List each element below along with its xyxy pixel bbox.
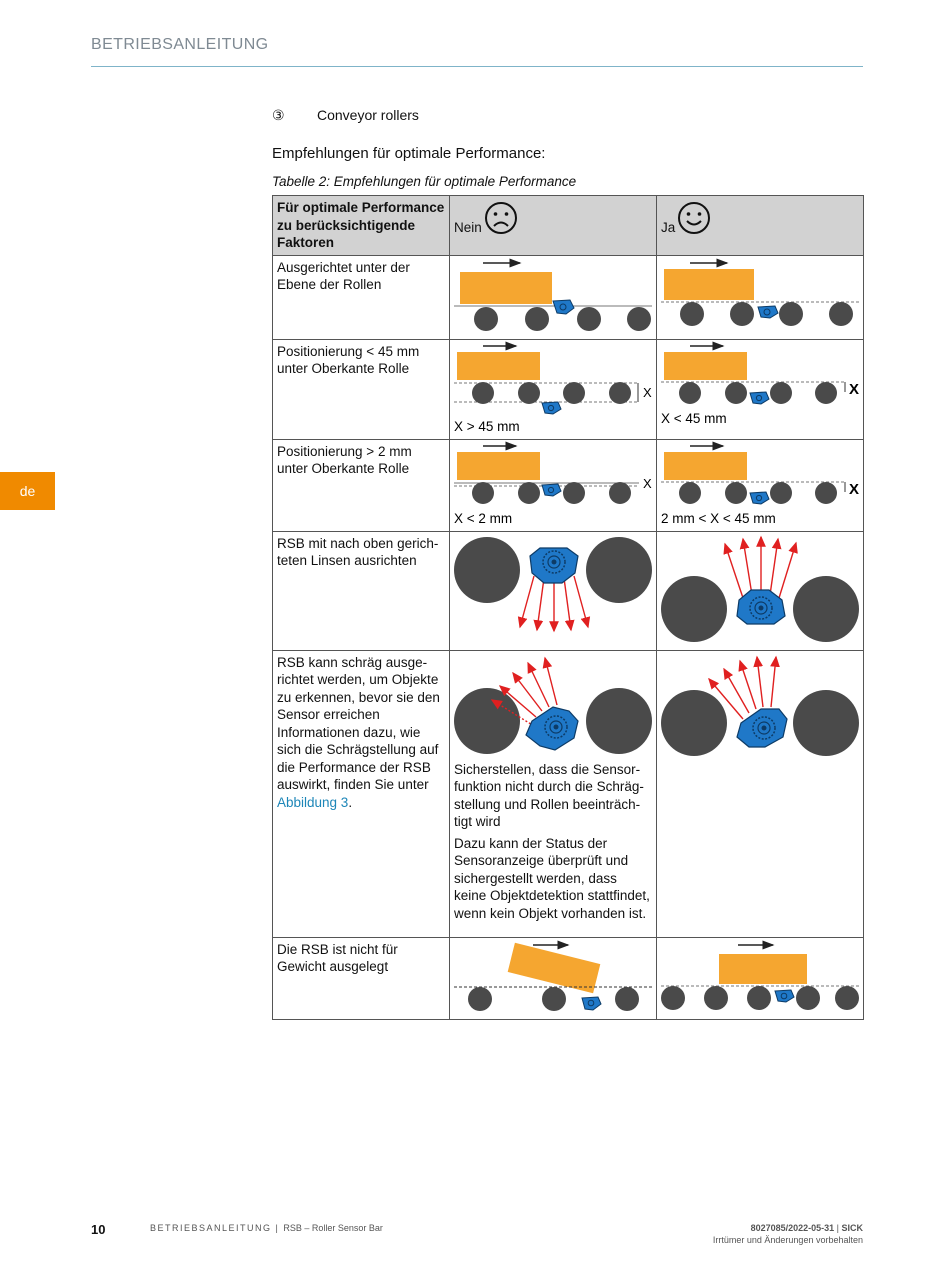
footer-meta: 8027085/2022-05-31 | SICK Irrtümer und Änderungen vorbehalten [712, 1223, 863, 1245]
roller-icon [577, 307, 601, 331]
happy-face-icon [677, 201, 711, 235]
sensor-beam-icon [520, 576, 588, 631]
roller-icon [829, 302, 853, 326]
row-6-factor: Die RSB ist nicht für Gewicht ausgelegt [273, 937, 450, 1019]
roller-icon [586, 688, 652, 754]
footer-doc-title: BETRIEBSANLEITUNG | RSB – Roller Sensor Bar [150, 1223, 383, 1233]
roller-icon [679, 482, 701, 504]
roller-icon [793, 690, 859, 756]
roller-icon [661, 576, 727, 642]
sensor-icon [530, 548, 578, 583]
table-header-row [273, 196, 864, 256]
roller-icon [680, 302, 704, 326]
box-icon [460, 272, 552, 304]
roller-icon [779, 302, 803, 326]
roller-icon [518, 382, 540, 404]
row-1-no-figure [450, 255, 657, 339]
roller-icon [586, 537, 652, 603]
row-2-yes-label: X < 45 mm [661, 410, 727, 426]
footer-brand: SICK [841, 1223, 863, 1233]
row-6-yes-figure [657, 937, 864, 1019]
sensor-icon [553, 300, 574, 314]
row-5-no-note-2: Dazu kann der Status der Sensoranzeige überprüft und sichergestellt werden, dass keine Objektdetektion stattfindet, wenn kein Objekt vorhanden ist. [454, 835, 650, 921]
dimension-label: X [643, 384, 652, 400]
roller-icon [815, 482, 837, 504]
roller-icon [472, 482, 494, 504]
roller-icon [796, 986, 820, 1010]
sensor-icon [775, 990, 794, 1002]
box-icon [664, 269, 754, 300]
roller-icon [661, 986, 685, 1010]
row-5-factor [273, 650, 450, 937]
row-4-factor: RSB mit nach oben gerichteten Linsen ausrichten [273, 531, 450, 650]
table-row [273, 255, 864, 339]
row-5-factor-end: . [348, 794, 353, 810]
sensor-beam-icon [725, 537, 796, 598]
roller-icon [542, 987, 566, 1011]
roller-icon [770, 482, 792, 504]
sad-face-icon [484, 201, 518, 235]
roller-icon [472, 382, 494, 404]
table-row [273, 937, 864, 1019]
section-title: Empfehlungen für optimale Performance: [272, 145, 546, 162]
row-6-no-figure [450, 937, 657, 1019]
row-2-factor: Positionierung < 45 mm unter Oberkante Rolle [273, 339, 450, 439]
table-row [273, 339, 864, 439]
box-icon [664, 452, 747, 480]
table-row [273, 650, 864, 937]
row-1-yes-figure [657, 255, 864, 339]
legend-number: ③ [272, 107, 285, 123]
roller-icon [563, 382, 585, 404]
sensor-icon [758, 306, 778, 318]
box-icon [508, 942, 601, 992]
footer-subtitle: RSB – Roller Sensor Bar [283, 1223, 383, 1233]
roller-icon [725, 482, 747, 504]
language-tab[interactable]: de [0, 472, 55, 510]
row-5-factor-text: RSB kann schräg ausgerichtet werden, um Objekte zu erkennen, bevor sie den Sensor erreichen Informationen dazu, wie sich die Schrägstellung auf die Performance der RSB auswirkt, finden Sie unter [277, 654, 440, 792]
roller-icon [815, 382, 837, 404]
row-3-yes-figure [657, 439, 864, 531]
box-icon [457, 352, 540, 380]
row-3-factor: Positionierung > 2 mm unter Oberkante Rolle [273, 439, 450, 531]
roller-icon [518, 482, 540, 504]
sensor-icon [526, 707, 578, 750]
roller-icon [835, 986, 859, 1010]
roller-icon [770, 382, 792, 404]
table-caption: Tabelle 2: Empfehlungen für optimale Performance [272, 174, 577, 189]
row-4-no-figure [450, 531, 657, 650]
footer-doc-id: 8027085/2022-05-31 [750, 1223, 835, 1233]
roller-icon [627, 307, 651, 331]
roller-icon [615, 987, 639, 1011]
roller-icon [730, 302, 754, 326]
row-3-no-figure [450, 439, 657, 531]
dimension-label: X [849, 480, 860, 498]
row-2-no-figure [450, 339, 657, 439]
box-icon [457, 452, 540, 480]
roller-icon [679, 382, 701, 404]
roller-icon [661, 690, 727, 756]
box-icon [664, 352, 747, 380]
row-4-yes-figure [657, 531, 864, 650]
row-3-no-label: X < 2 mm [454, 510, 513, 526]
footer-title: BETRIEBSANLEITUNG [150, 1223, 272, 1233]
roller-icon [609, 382, 631, 404]
table-row [273, 531, 864, 650]
box-icon [719, 954, 807, 984]
header-no-label: Nein [454, 220, 482, 235]
figure-3-link[interactable]: Abbildung 3 [277, 794, 349, 810]
row-5-yes-figure [657, 650, 864, 937]
row-5-no-figure [450, 650, 657, 937]
legend-text: Conveyor rollers [317, 107, 419, 123]
legend-item [272, 107, 419, 124]
header-yes [657, 196, 864, 256]
recommendations-table [272, 195, 864, 1020]
roller-icon [725, 382, 747, 404]
roller-icon [525, 307, 549, 331]
sensor-icon [750, 392, 769, 404]
roller-icon [704, 986, 728, 1010]
roller-icon [609, 482, 631, 504]
roller-icon [747, 986, 771, 1010]
page-number: 10 [91, 1222, 106, 1237]
roller-icon [454, 537, 520, 603]
dimension-label: X [849, 380, 860, 398]
roller-icon [563, 482, 585, 504]
header-factor: Für optimale Performance zu berücksichtigende Faktoren [273, 196, 450, 256]
sensor-icon [750, 492, 769, 504]
sensor-icon [542, 484, 561, 496]
row-1-factor: Ausgerichtet unter der Ebene der Rollen [273, 255, 450, 339]
row-3-yes-label: 2 mm < X < 45 mm [661, 510, 776, 526]
row-5-no-note-1: Sicherstellen, dass die Sensorfunktion nicht durch die Schrägstellung und Rollen beeinträchtigt wird [454, 761, 644, 829]
sensor-icon [542, 402, 561, 414]
header-yes-label: Ja [661, 220, 676, 235]
footer-disclaimer: Irrtümer und Änderungen vorbehalten [712, 1235, 863, 1245]
sensor-icon [582, 997, 601, 1010]
header-no [450, 196, 657, 256]
roller-icon [793, 576, 859, 642]
header-title: BETRIEBSANLEITUNG [91, 36, 269, 53]
row-2-yes-figure [657, 339, 864, 439]
header-divider [91, 66, 863, 67]
roller-icon [474, 307, 498, 331]
roller-icon [454, 688, 520, 754]
table-row [273, 439, 864, 531]
roller-icon [468, 987, 492, 1011]
dimension-label: X [643, 475, 652, 491]
row-2-no-label: X > 45 mm [454, 418, 520, 434]
